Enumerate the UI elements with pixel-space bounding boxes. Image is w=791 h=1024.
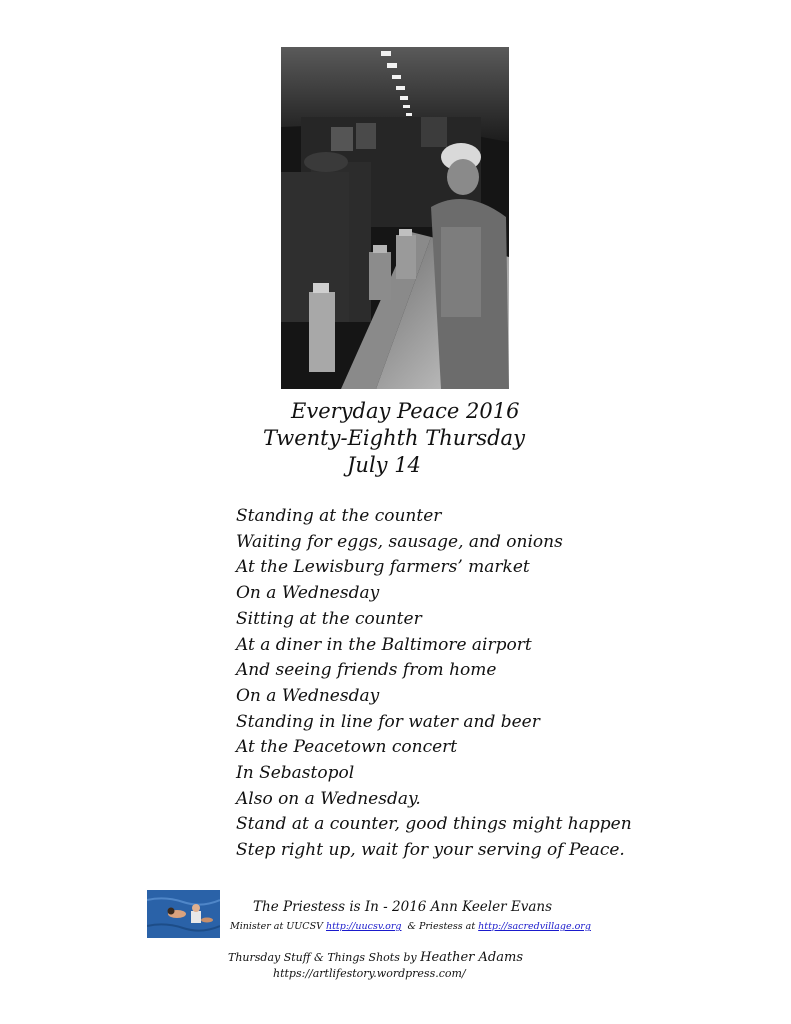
- poem-line: Stand at a counter, good things might happen: [236, 814, 632, 835]
- priestess-label: & Priestess at: [401, 921, 479, 932]
- credits-label: Thursday Stuff & Things Shots by: [228, 951, 421, 964]
- poem-line: In Sebastopol: [236, 763, 355, 784]
- poem-line: Standing in line for water and beer: [236, 711, 540, 732]
- photo-credits: [228, 950, 523, 965]
- photographer-name: Heather Adams: [420, 950, 523, 965]
- poem-line: At the Peacetown concert: [236, 737, 458, 758]
- minister-label: Minister at UUCSV: [230, 921, 326, 932]
- footer-affiliations: [230, 921, 591, 932]
- poem-line: Waiting for eggs, sausage, and onions: [236, 531, 563, 552]
- poem-line: On a Wednesday: [236, 685, 380, 706]
- swimmers-photo: [147, 890, 220, 938]
- uucsv-link[interactable]: http://uucsv.org: [325, 921, 402, 932]
- poem-line: At the Lewisburg farmers’ market: [236, 557, 530, 578]
- footer-title: The Priestess is In - 2016 Ann Keeler Evans: [253, 899, 553, 915]
- poem-line: At a diner in the Baltimore airport: [236, 634, 532, 655]
- poem-line: Standing at the counter: [236, 506, 442, 526]
- poem-line: Step right up, wait for your serving of Peace.: [236, 840, 625, 861]
- heading-date: July 14: [347, 453, 421, 477]
- heading-line-2: Twenty-Eighth Thursday: [263, 426, 525, 450]
- poem-line: Also on a Wednesday.: [236, 788, 421, 809]
- poem-line: On a Wednesday: [236, 583, 380, 604]
- poem-body: [236, 504, 632, 864]
- sacredvillage-link[interactable]: http://sacredvillage.org: [478, 921, 591, 932]
- diner-counter-photo: [281, 47, 509, 389]
- heading-line-1: Everyday Peace 2016: [291, 399, 520, 423]
- poem-line: And seeing friends from home: [236, 660, 497, 681]
- photographer-url: https://artlifestory.wordpress.com/: [273, 967, 466, 980]
- poem-line: Sitting at the counter: [236, 608, 422, 629]
